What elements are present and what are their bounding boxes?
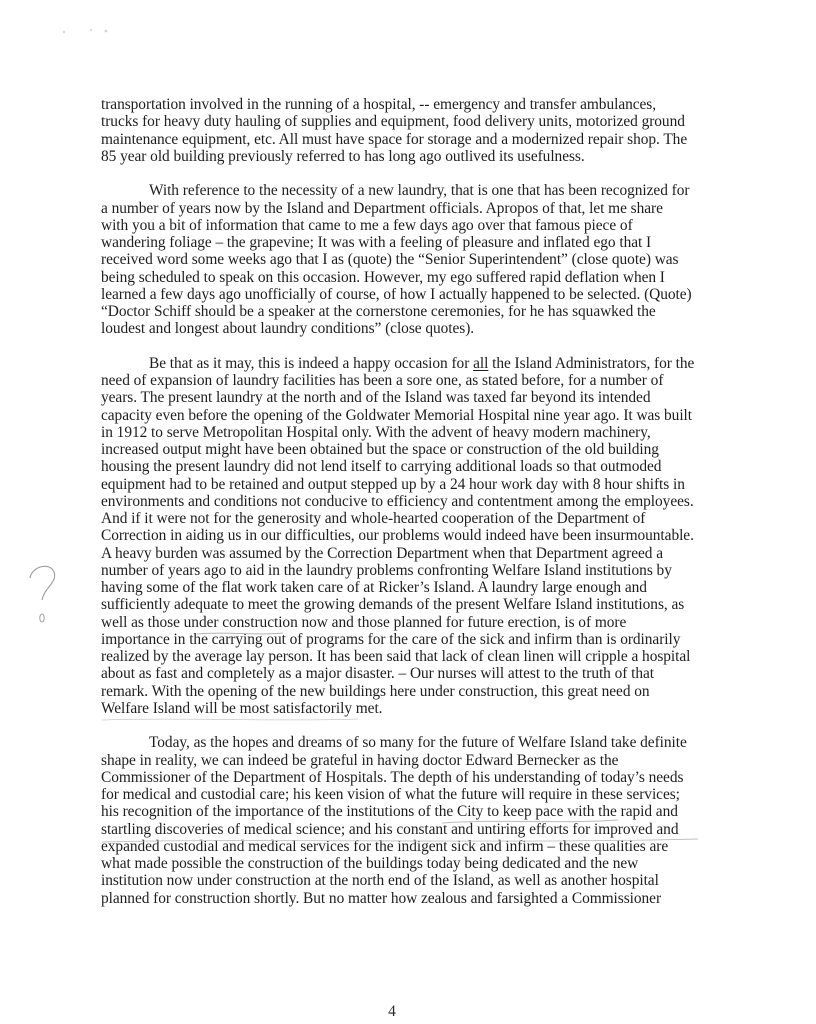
text-line: equipment had to be retained and output stepped up by a 24 hour work day with 8 hour shifts in bbox=[101, 475, 685, 493]
text-line: loudest and longest about laundry conditions” (close quotes). bbox=[101, 320, 475, 338]
text-line: 85 year old building previously referred to has long ago outlived its usefulness. bbox=[101, 147, 585, 165]
text-line: Today, as the hopes and dreams of so many for the future of Welfare Island take definite bbox=[149, 734, 687, 752]
text-line: increased output might have been obtained but the space or construction of the old building bbox=[101, 441, 659, 458]
text-line: trucks for heavy duty hauling of supplies and equipment, food delivery units, motorized ground bbox=[101, 113, 685, 131]
text-line: having some of the flat work taken care of at Ricker’s Island. A laundry large enough and bbox=[101, 579, 647, 596]
page-number: 4 bbox=[388, 1003, 396, 1020]
text-line: with you a bit of information that came to me a few days ago over that famous piece of bbox=[101, 216, 633, 234]
text-line: for medical and custodial care; his keen vision of what the future will require in these services; bbox=[101, 786, 680, 803]
paragraph bbox=[101, 182, 751, 337]
text-line: importance in the carrying out of programs for the care of the sick and infirm than is ordinarily bbox=[101, 630, 681, 648]
document-body bbox=[101, 96, 751, 907]
paragraph bbox=[101, 96, 751, 165]
text-line: need of expansion of laundry facilities has been a sore one, as stated before, for a number of bbox=[101, 372, 664, 389]
handwritten-question-mark-annotation bbox=[20, 560, 70, 630]
underlined-word: all bbox=[473, 354, 489, 372]
text-line: environments and conditions not conducive to efficiency and contentment among the employees. bbox=[101, 492, 694, 510]
text-line: about as fast and completely as a major disaster. – Our nurses will attest to the truth of that bbox=[101, 665, 655, 683]
text-line: housing the present laundry did not lend itself to carrying additional loads so that outmoded bbox=[101, 458, 662, 476]
text-line: Welfare Island will be most satisfactorily met. bbox=[101, 699, 383, 717]
text-line: planned for construction shortly. But no matter how zealous and farsighted a Commissioner bbox=[101, 889, 662, 907]
text-line: learned a few days ago unofficially of course, of how I actually happened to be selected. (Quote) bbox=[101, 285, 692, 303]
text-line: transportation involved in the running of a hospital, -- emergency and transfer ambulances, bbox=[101, 96, 657, 113]
text-line: being scheduled to speak on this occasion. However, my ego suffered rapid deflation when I bbox=[101, 268, 665, 286]
paragraph bbox=[101, 734, 751, 907]
text-line: received word some weeks ago that I as (quote) the “Senior Superintendent” (close quote) was bbox=[101, 251, 679, 269]
text-line: And if it were not for the generosity and whole-hearted cooperation of the Department of bbox=[101, 510, 646, 527]
text-line: wandering foliage – the grapevine; It was with a feeling of pleasure and inflated ego that I bbox=[101, 234, 652, 251]
paragraph-gap bbox=[101, 165, 751, 182]
text-line: realized by the average lay person. It has been said that lack of clean linen will cripple a hospital bbox=[101, 648, 691, 665]
text-line: capacity even before the opening of the Goldwater Memorial Hospital nine year ago. It was built bbox=[101, 406, 693, 424]
text-line: sufficiently adequate to meet the growing demands of the present Welfare Island institutions, as bbox=[101, 596, 685, 614]
text-line: years. The present laundry at the north and of the Island was taxed far beyond its intended bbox=[101, 389, 651, 407]
text-line: well as those under construction now and those planned for future erection, is of more bbox=[101, 613, 627, 631]
paragraph-gap bbox=[101, 717, 751, 734]
text-line: expanded custodial and medical services for the indigent sick and infirm – these qualities are bbox=[101, 837, 669, 855]
paragraph bbox=[101, 355, 751, 717]
text-line: Correction in aiding us in our difficulties, our problems would indeed have been insurmountable. bbox=[101, 527, 694, 545]
text-line: “Doctor Schiff should be a speaker at the cornerstone ceremonies, for he has squawked the bbox=[101, 303, 656, 320]
text-line: in 1912 to serve Metropolitan Hospital only. With the advent of heavy modern machinery, bbox=[101, 423, 651, 441]
scan-smudge bbox=[60, 26, 120, 36]
text-line: institution now under construction at the north end of the Island, as well as another hospital bbox=[101, 872, 659, 890]
text-line: With reference to the necessity of a new laundry, that is one that has been recognized for bbox=[149, 182, 690, 200]
text-line: what made possible the construction of the buildings today being dedicated and the new bbox=[101, 855, 639, 872]
text-line: remark. With the opening of the new buildings here under construction, this great need on bbox=[101, 682, 650, 700]
text-line: Be that as it may, this is indeed a happy occasion for all the Island Administrators, for the bbox=[149, 354, 695, 372]
text-line: a number of years now by the Island and Department officials. Apropos of that, let me share bbox=[101, 199, 663, 217]
text-line: his recognition of the importance of the institutions of the City to keep pace with the rapid and bbox=[101, 803, 678, 821]
paragraph-gap bbox=[101, 338, 751, 355]
text-line: shape in reality, we can indeed be grateful in having doctor Edward Bernecker as the bbox=[101, 751, 619, 769]
text-line: A heavy burden was assumed by the Correction Department when that Department agreed a bbox=[101, 544, 664, 562]
text-line: startling discoveries of medical science; and his constant and untiring efforts for improved and bbox=[101, 820, 679, 838]
text-line: maintenance equipment, etc. All must have space for storage and a modernized repair shop. The bbox=[101, 130, 688, 148]
text-line: Commissioner of the Department of Hospitals. The depth of his understanding of today’s needs bbox=[101, 768, 684, 786]
text-line: number of years ago to aid in the laundry problems confronting Welfare Island institutions by bbox=[101, 561, 672, 579]
